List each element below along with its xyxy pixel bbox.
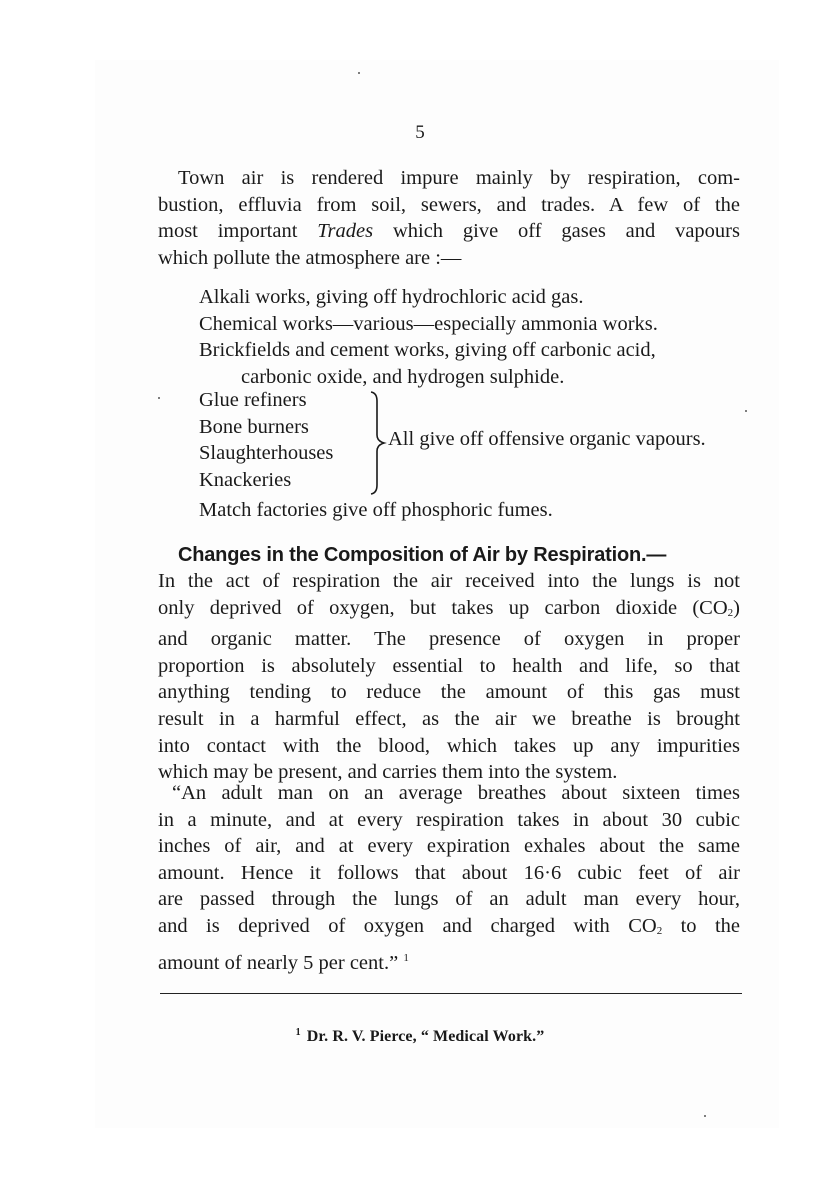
trade-item: Chemical works—various—especially ammonia works. xyxy=(199,312,658,335)
paragraph-line: proportion is absolutely essential to health and life, so that xyxy=(158,654,740,677)
footnote-divider xyxy=(160,993,742,994)
trades-list xyxy=(199,284,744,390)
quote-line: in a minute, and at every respiration takes in about 30 cubic xyxy=(158,808,740,831)
footnote-reference[interactable]: 1 xyxy=(403,951,409,964)
right-brace-icon xyxy=(369,391,387,495)
organic-trade-item: Glue refiners xyxy=(199,389,307,411)
trade-item: Alkali works, giving off hydrochloric acid gas. xyxy=(199,286,584,308)
intro-text: which give off gases and vapours xyxy=(373,220,740,243)
match-factories-line: Match factories give off phosphoric fumes. xyxy=(199,499,553,521)
subscript-two: 2 xyxy=(727,606,734,619)
organic-trade-list xyxy=(199,387,333,493)
quote-line: amount. Hence it follows that about 16·6 cubic feet of air xyxy=(158,861,740,884)
paragraph-line: result in a harmful effect, as the air we breathe is brought xyxy=(158,707,740,730)
trades-emphasis: Trades xyxy=(317,220,374,243)
quote-line: inches of air, and at every expiration exhales about the same xyxy=(158,835,740,858)
scan-speck xyxy=(745,410,747,412)
paragraph-line: In the act of respiration the air received into the lungs is not xyxy=(158,570,740,592)
quote-line: are passed through the lungs of an adult man every hour, xyxy=(158,888,740,911)
page-number: 5 xyxy=(415,122,425,143)
paragraph-line xyxy=(158,595,740,627)
organic-trade-item: Knackeries xyxy=(199,468,292,491)
quote-text: and is deprived of oxygen and charged with CO xyxy=(158,914,657,937)
paragraph-line: into contact with the blood, which takes up any impurities xyxy=(158,734,740,757)
paragraph-line: which may be present, and carries them into the system. xyxy=(158,761,618,784)
bracket-note: All give off offensive organic vapours. xyxy=(388,428,706,450)
scan-speck xyxy=(158,397,160,399)
quotation-paragraph xyxy=(158,780,740,976)
paragraph-text: only deprived of oxygen, but takes up carbon dioxide (CO xyxy=(158,596,728,619)
quote-line xyxy=(158,913,740,945)
respiration-paragraph xyxy=(158,568,740,786)
quote-line: “An adult man on an average breathes about sixteen times xyxy=(172,782,740,804)
organic-trade-item: Slaughterhouses xyxy=(199,442,334,465)
intro-text: most important xyxy=(158,220,318,243)
trade-item-continuation: carbonic oxide, and hydrogen sulphide. xyxy=(241,365,565,388)
organic-trade-item: Bone burners xyxy=(199,415,309,438)
paragraph-line: anything tending to reduce the amount of this gas must xyxy=(158,681,740,704)
footnote xyxy=(0,1022,840,1048)
scan-speck xyxy=(358,72,360,74)
footnote-text: Dr. R. V. Pierce, “ Medical Work.” xyxy=(306,1028,545,1045)
paragraph-line: and organic matter. The presence of oxygen in proper xyxy=(158,628,740,651)
section-heading: Changes in the Composition of Air by Respiration.— xyxy=(178,544,667,566)
trade-item: Brickfields and cement works, giving off carbonic acid, xyxy=(199,339,656,362)
intro-line: Town air is rendered impure mainly by respiration, com- xyxy=(178,167,740,189)
intro-line: which pollute the atmosphere are :— xyxy=(158,246,462,269)
intro-line: bustion, effluvia from soil, sewers, and trades. A few of the xyxy=(158,193,740,216)
quote-text: amount of nearly 5 per cent.” xyxy=(158,951,399,974)
subscript-two: 2 xyxy=(656,924,663,937)
organic-vapour-group xyxy=(199,387,759,495)
quote-text: to the xyxy=(662,914,740,937)
paragraph-text: ) xyxy=(733,596,740,619)
scan-speck xyxy=(704,1115,706,1117)
footnote-marker: 1 xyxy=(295,1027,301,1038)
intro-line xyxy=(158,218,740,245)
quote-line xyxy=(158,945,740,977)
intro-paragraph xyxy=(158,165,740,271)
